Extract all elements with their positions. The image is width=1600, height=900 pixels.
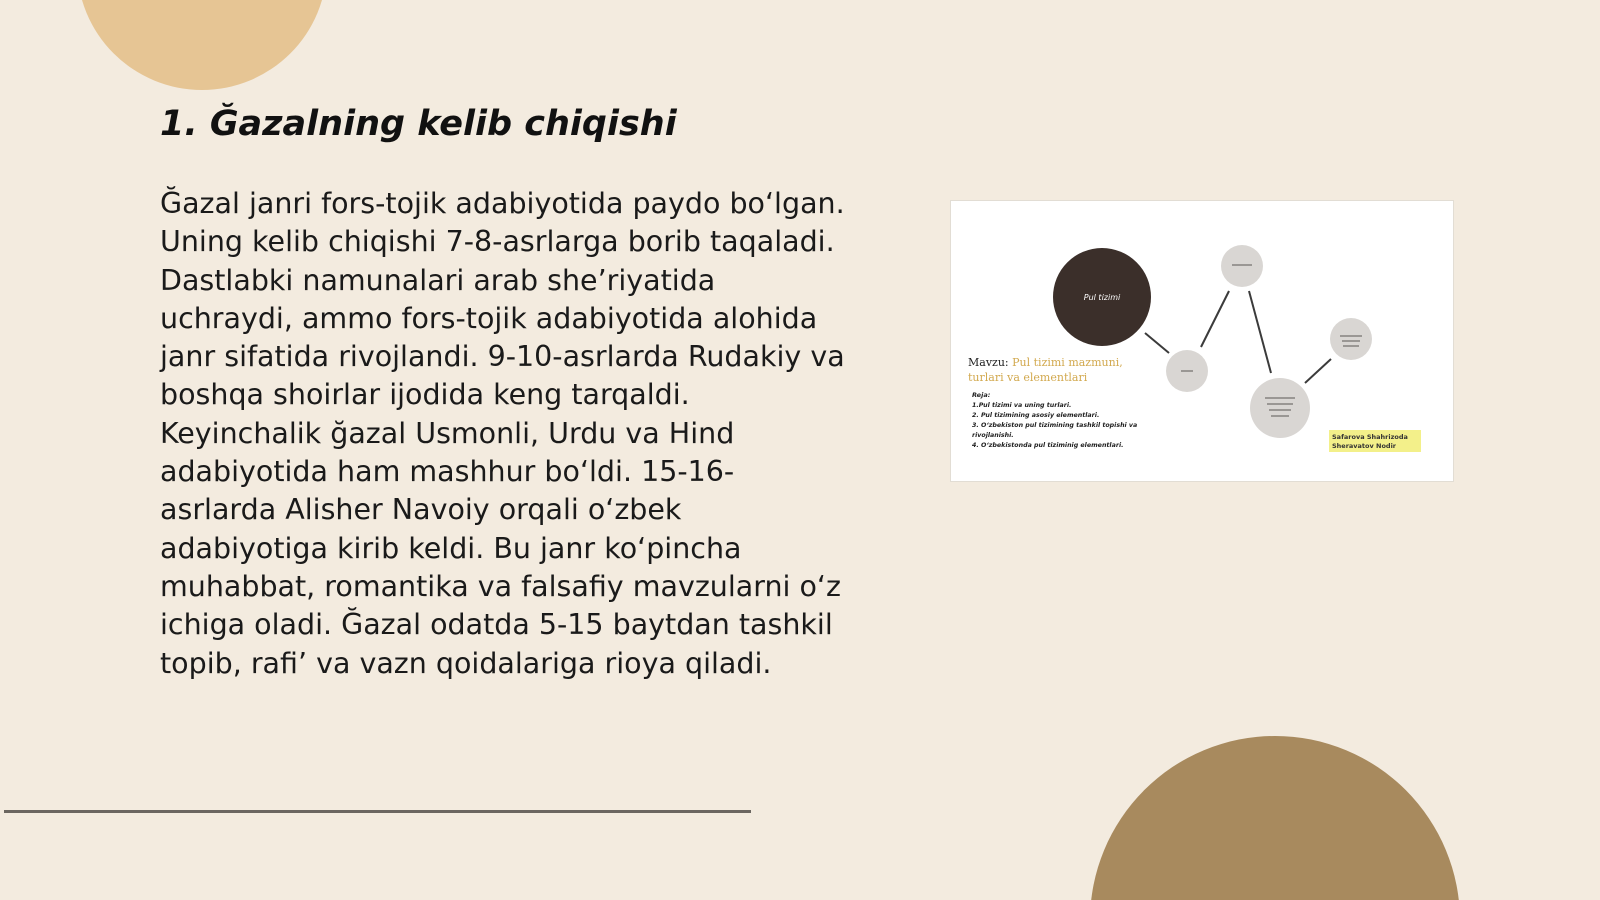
node-text-scribble <box>1267 403 1293 405</box>
reja-item: 1.Pul tizimi va uning turlari. <box>972 402 1072 409</box>
node-text-scribble <box>1181 370 1193 372</box>
node-text-scribble <box>1269 409 1291 411</box>
decorative-circle-top <box>77 0 327 90</box>
connector-line <box>1249 291 1271 373</box>
node-text-scribble <box>1342 340 1360 342</box>
mavzu-line-2: turlari va elementlari <box>968 371 1088 384</box>
connector-line <box>1145 333 1169 353</box>
embedded-slide-thumbnail <box>950 200 1454 482</box>
connector-line <box>1305 359 1331 383</box>
satellite-node <box>1330 318 1372 360</box>
slide-body-text: Ğazal janri fors-tojik adabiyotida paydo bo‘lgan. Uning kelib chiqishi 7-8-asrlarga borib taqaladi. Dastlabki namunalari arab she’riyatida uchraydi, ammo fors-tojik adabiyotida alohida janr sifatida rivojlandi. 9-10-asrlarda Rudakiy va boshqa shoirlar ijodida keng tarqaldi. Keyinchalik ğazal Usmonli, Urdu va Hind adabiyotida ham mashhur bo‘ldi. 15-16-asrlarda Alisher Navoiy orqali o‘zbek adabiyotiga kirib keldi. Bu janr ko‘pincha muhabbat, romantika va falsafiy mavzularni o‘z ichiga oladi. Ğazal odatda 5-15 baytdan tashkil topib, rafi’ va vazn qoidalariga rioya qiladi. <box>160 187 845 680</box>
reja-item: 3. O‘zbekiston pul tizimining tashkil topishi va <box>972 422 1138 429</box>
author-name: Safarova Shahrizoda <box>1332 433 1408 441</box>
slide-title: 1. Ğazalning kelib chiqishi <box>160 104 677 144</box>
reja-title: Reja: <box>972 391 991 399</box>
divider-line <box>4 810 751 813</box>
node-text-scribble <box>1343 345 1359 347</box>
satellite-node <box>1250 378 1310 438</box>
node-text-scribble <box>1271 415 1289 417</box>
reja-item: 4. O‘zbekistonda pul tiziminig elementlari. <box>972 442 1124 449</box>
decorative-circle-bottom <box>1090 736 1460 900</box>
reja-item: rivojlanishi. <box>972 432 1014 439</box>
center-node-label: Pul tizimi <box>1083 293 1121 302</box>
mind-map-image <box>951 201 1453 481</box>
connector-line <box>1201 291 1229 347</box>
reja-item: 2. Pul tizimining asosiy elementlari. <box>972 412 1100 419</box>
author-name: Sheravatov Nodir <box>1332 442 1396 450</box>
node-text-scribble <box>1265 397 1295 399</box>
node-text-scribble <box>1340 335 1362 337</box>
mavzu-label: Mavzu: Pul tizimi mazmuni, <box>968 356 1123 369</box>
node-text-scribble <box>1232 264 1252 266</box>
